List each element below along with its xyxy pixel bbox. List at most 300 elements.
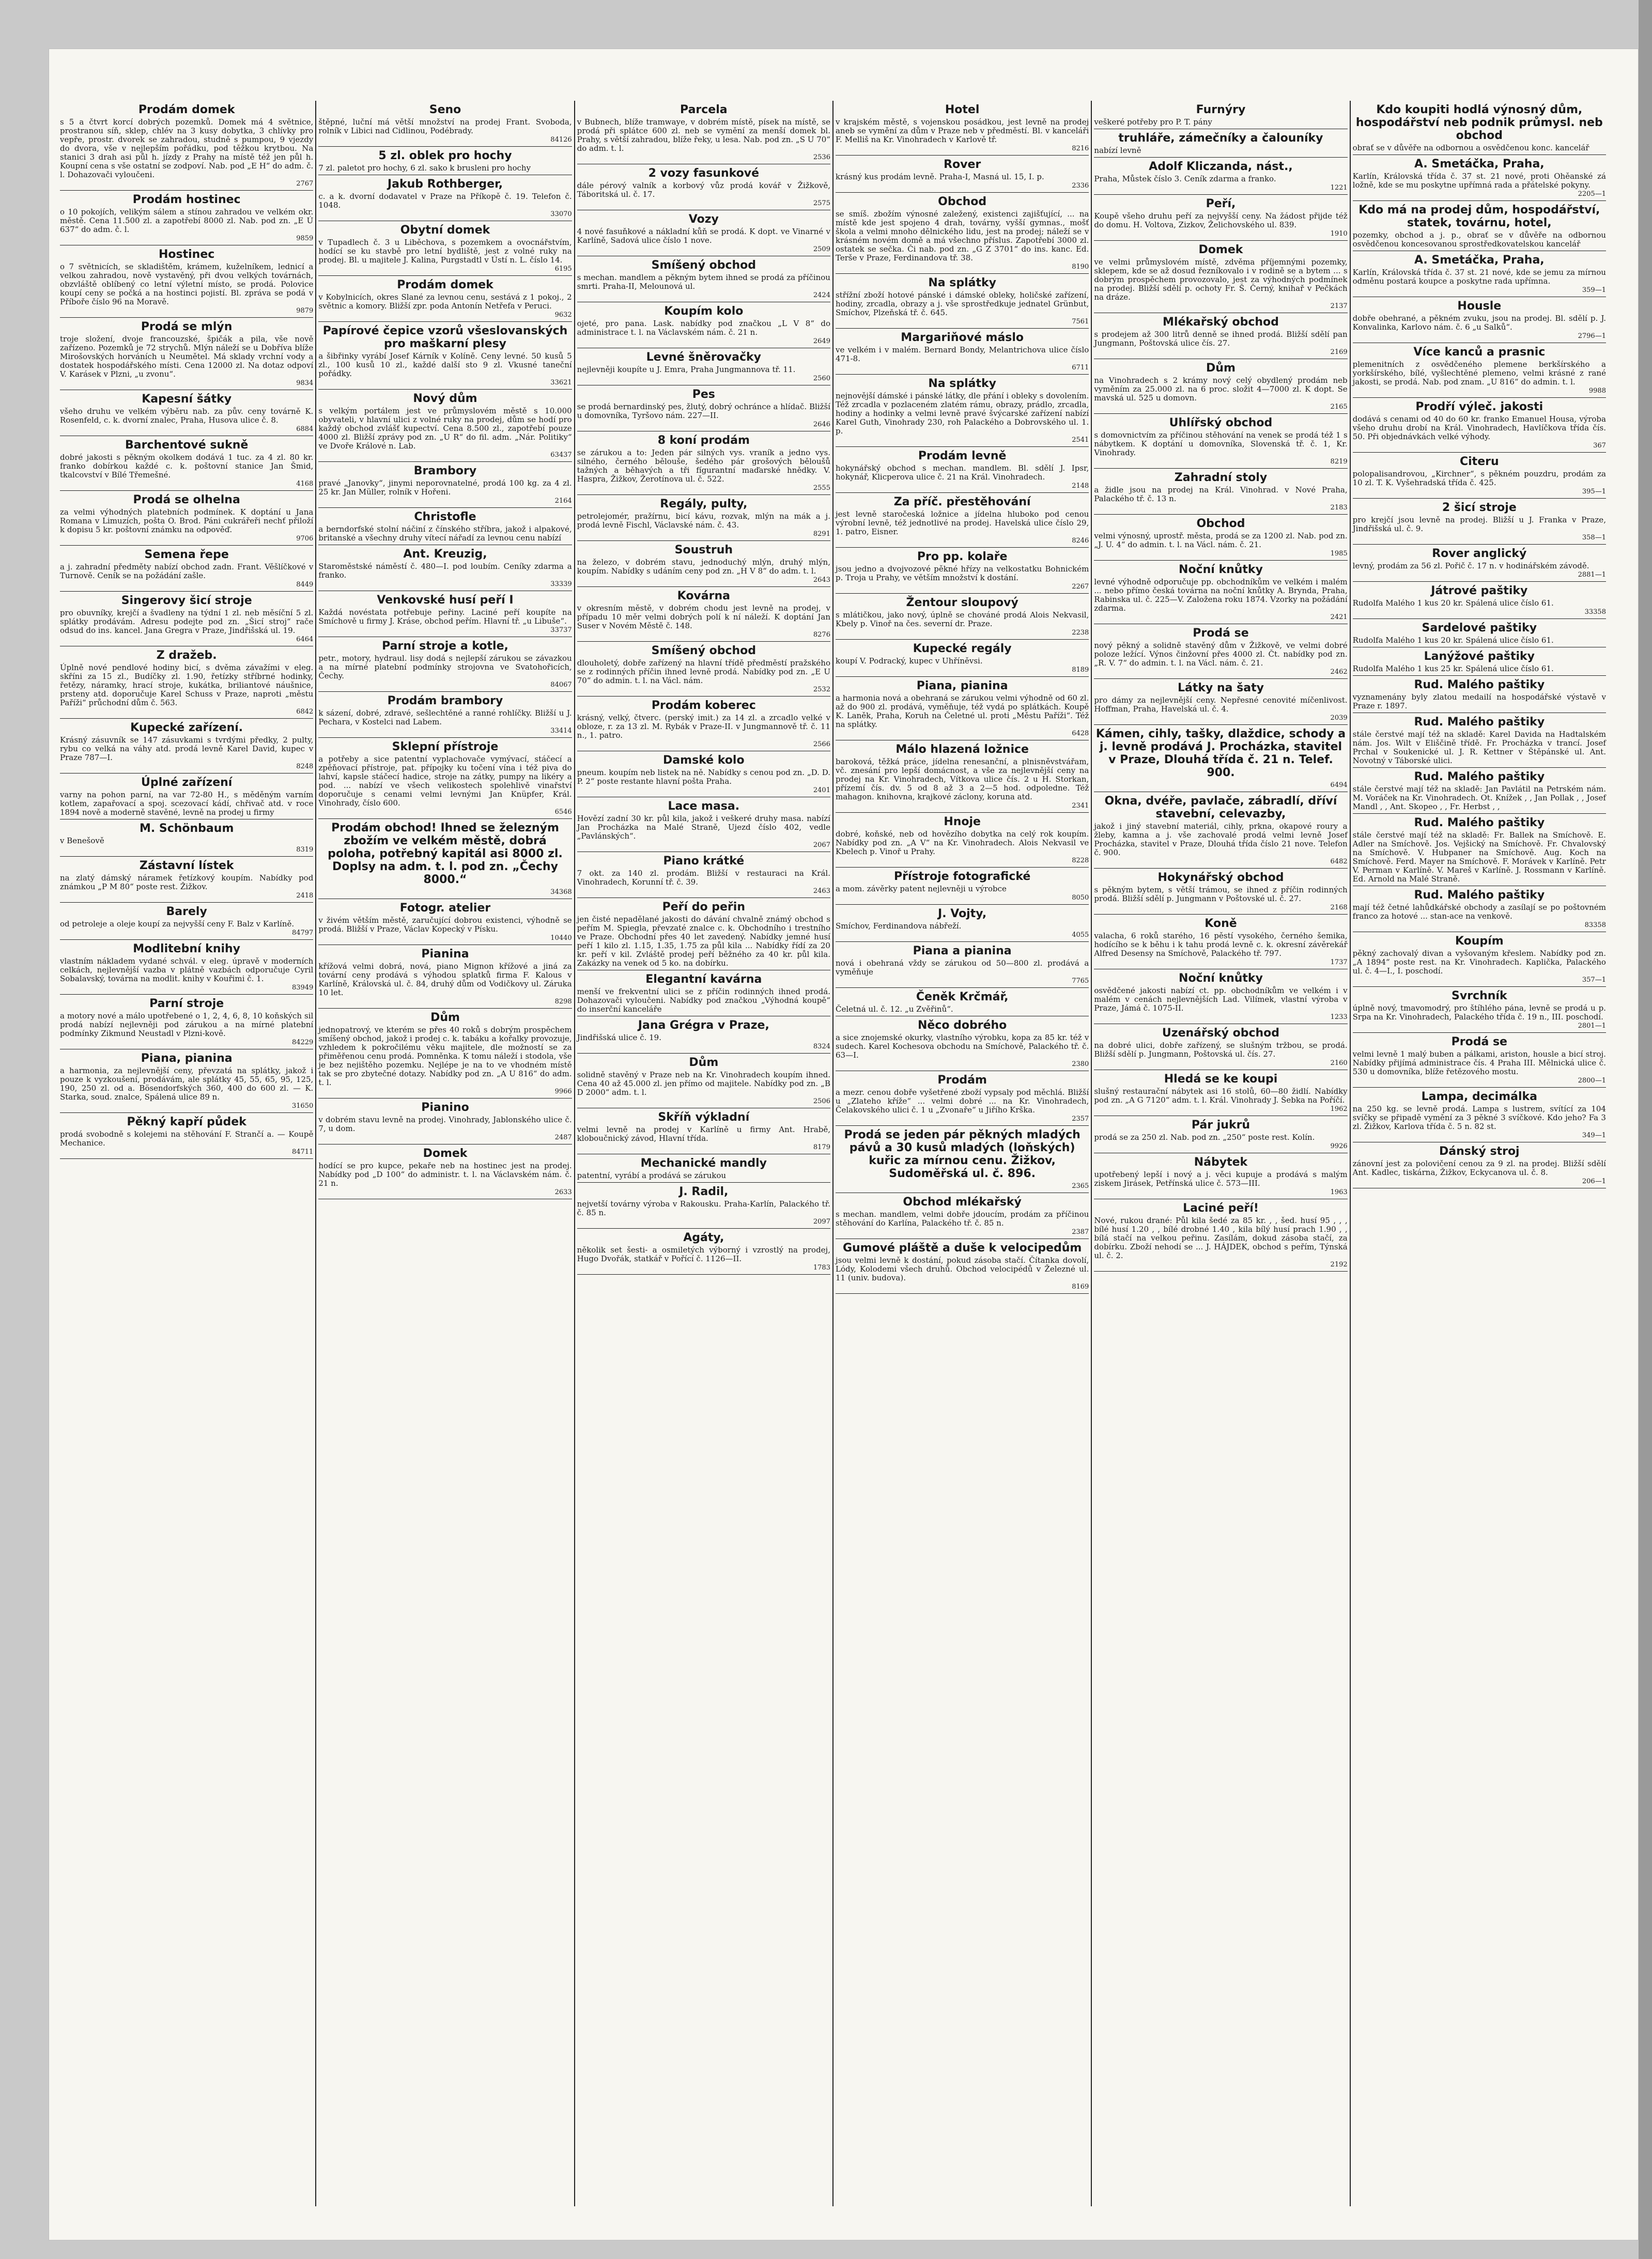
column-5 [1092, 101, 1350, 2206]
classified-ad [318, 692, 572, 738]
ad-body: velmi levně na prodej v Karlíně u firmy Ant. Hrabě, kloboučnický závod, Hlavní třída. [577, 1125, 830, 1143]
ad-body: plemenitních z osvědčeného plemene berkšírského a yorkšírského, bílé, vyšlechtěné plemeno, velmi krásné z rané jakosti, se prodá. Nab. pod znam. „U 816“ do admin. t. l. [1352, 360, 1606, 386]
ad-ref: 7765 [1072, 977, 1089, 985]
ad-heading: Na splátky [928, 377, 996, 390]
ad-ref: 8219 [1330, 458, 1348, 466]
ad-ref: 9632 [554, 311, 572, 319]
ad-heading: Prodám levně [918, 450, 1007, 462]
classified-ad [1353, 251, 1606, 297]
scan-edge [1639, 0, 1652, 2259]
classified-ad [1353, 343, 1606, 398]
ad-body: stále čerstvé mají též na skladě: Jan Pavlátil na Petrském nám. M. Voráček na Kr. Vinohradech. Ot. Knížek , , Jan Pollak , , Josef Mandl , , Ant. Skopeo , , Fr. Herbst , , [1352, 784, 1606, 811]
classified-ad [577, 385, 830, 431]
ad-body: hokynářský obchod s mechan. mandlem. Bl. sdělí J. Ipsr, hokynář, Klicperova ulice č. 21 na Král. Vinohradech. [835, 463, 1089, 482]
ad-body: petr., motory, hydraul. lisy dodá s nejlepší zárukou se závazkou a na mírné platební podmínky strojovna ve Svatohořicích, Čechy. [318, 654, 572, 680]
ad-ref: 2039 [1330, 714, 1348, 722]
ad-ref: 8276 [813, 631, 830, 639]
classified-ad [1353, 582, 1606, 619]
ad-heading: Přístroje fotografické [894, 870, 1031, 883]
ad-body: jednopatrový, ve kterém se přes 40 roků s dobrým prospěchem smíšený obchod, jakož i prodej c. k. tabáku a kořalky provozuje, vzhledem k pokročilému věku majitele, dle možností se za přiměřenou cenu prodá. Pomněnka. K tomu náleží i stodola, vše je bez nejištěho pozemku. Nejlépe je na to ve vhodném místě tak se pro zbytečné dotazy. Nabídky pod zn. „A U 816“ do adm. t. l. [318, 1025, 572, 1087]
classified-ad [836, 740, 1089, 813]
classified-ad [1094, 469, 1347, 515]
ad-body: v dobrém stavu levně na prodej. Vinohrady, Jablonského ulice č. 7, u dom. [318, 1115, 572, 1133]
ad-heading: Málo hlazená ložnice [896, 743, 1029, 756]
ad-heading: Dům [430, 1011, 460, 1024]
ad-ref: 1783 [813, 1264, 830, 1272]
classified-ad [318, 276, 572, 322]
classified-ad [1353, 619, 1606, 647]
ad-body: na železo, v dobrém stavu, jednoduchý mlýn, druhý mlýn, koupím. Nabídky s udáním ceny pod zn. „H V 8“ do adm. t. l. [577, 558, 830, 576]
ad-heading: Skříň výkladní [658, 1111, 750, 1124]
ad-ref: 2238 [1072, 629, 1089, 637]
ad-heading: Piana, pianina [916, 679, 1008, 692]
classified-ad [1353, 1088, 1606, 1142]
ad-ref: 2183 [1330, 504, 1348, 512]
ad-body: petrolejomér, pražírnu, bicí kávu, rozvak, mlýn na mák a j. prodá levně Fischl, Václavské nám. č. 43. [577, 512, 830, 530]
ad-heading: Úplné zařízení [141, 776, 233, 789]
ad-body: Hovězí zadní 30 kr. půl kila, jakož i veškeré druhy masa. nabízí Jan Procházka na Malé Straně, Ujezd číslo 402, vedle „Pavlánských“. [577, 814, 830, 841]
ad-body: velmi levně 1 malý buben a pálkami, ariston, housle a bicí stroj. Nabídky přijímá administrace čís. 4 Praha III. Mělnická ulice č. 530 u domovníka, blíže řetězového mostu. [1352, 1049, 1606, 1076]
ad-heading: Kupecké regály [913, 642, 1012, 655]
ad-ref: 8050 [1072, 894, 1089, 902]
ad-heading: Laciné peří! [1183, 1202, 1259, 1215]
ad-heading: Obytní domek [400, 224, 490, 237]
classified-ad [60, 191, 313, 245]
ad-heading: Prodří výleč. jakosti [1415, 400, 1543, 413]
ad-heading: Prodám domek [397, 278, 493, 291]
ad-heading: Singerovy šicí stroje [121, 594, 252, 607]
ad-body: levné výhodně odporučuje pp. obchodníkům ve velkém i malém ... nebo přímo česká továrna na noční knůtky A. Brynda, Praha, Rabinska ul. č. 225—V. Založena roku 1874. Vzorky na požádání zdarma. [1094, 577, 1348, 613]
ad-body: o 10 pokojích, velikým sálem a stínou zahradou ve velkém okr. městě. Cena 11.500 zl. a zapotřebí 8000 zl. Nab. pod zn. „E Ú 637“ do adm. č. l. [60, 207, 314, 234]
ad-heading: Peří, [1206, 197, 1236, 210]
ad-body: s prodejem až 300 litrů denně se ihned prodá. Bližší sdělí pan Jungmann, Poštovská ulice čís. 27. [1094, 330, 1348, 348]
ad-body: krásný, velký, čtverc. (perský imit.) za 14 zl. a zrcadlo velké v obloze, r. za 13 zl. M. Rybák v Praze-II. v Jungmannově tř. č. 11 n., 1. patro. [577, 713, 830, 740]
classified-ad [577, 1016, 830, 1054]
ad-ref: 9859 [296, 235, 314, 242]
classified-ad [836, 988, 1089, 1016]
ad-heading: Kámen, cihly, tašky, dlaždice, schody a j. levně prodává J. Procházka, stavitel v Praze, Dlouhá třída č. 21 n. Telef. 900. [1095, 728, 1346, 779]
ad-ref: 2380 [1072, 1060, 1089, 1068]
ad-body: valacha, 6 roků starého, 16 pěstí vysokého, černého šemika, hodícího se k běhu i k tahu prodá levně c. k. okresní závěrekář Alfred Desensy na Smíchově, Palackého tř. 797. [1094, 931, 1348, 958]
classified-ad [318, 101, 572, 147]
ad-ref: 2487 [554, 1134, 572, 1141]
ad-ref: 6482 [1330, 858, 1348, 865]
classified-ad [836, 548, 1089, 594]
classified-ad [836, 329, 1089, 375]
ad-body: se prodá bernardinský pes, žlutý, dobrý ochránce a hlídač. Bližší u domovníka, Tyršovo nám. 227—II. [577, 402, 830, 420]
classified-ad [318, 738, 572, 819]
ad-body: dobře obehrané, a pěkném zvuku, jsou na prodej. Bl. sdělí p. J. Konvalinka, Karlovo nám. č. 6 „u Salků“. [1352, 314, 1606, 332]
ad-ref: 2401 [813, 786, 830, 794]
ad-heading: Furnýry [1196, 103, 1246, 116]
ad-heading: Rud. Malého paštiky [1414, 889, 1545, 902]
ad-body: s mechan. mandlem a pěkným bytem ihned se prodá za příčinou smrti. Praha-II, Melounová ul. [577, 273, 830, 291]
ad-heading: M. Schönbaum [139, 822, 234, 835]
classified-ad [836, 447, 1089, 493]
ad-heading: Prodá se [1451, 1035, 1507, 1048]
ad-heading: Piana, pianina [141, 1052, 233, 1065]
classified-ad [1353, 499, 1606, 545]
ad-heading: Kdo koupiti hodlá výnosný dům, hospodářství neb podnik průmysl. neb obchod [1355, 103, 1603, 142]
classified-ad [577, 797, 830, 852]
classified-ad [1353, 932, 1606, 987]
classified-ad [60, 1113, 313, 1159]
ad-ref: 1962 [1330, 1105, 1348, 1113]
ad-heading: Z dražeb. [156, 649, 217, 662]
ad-body: velmi výnosný, uprostř. města, prodá se za 1200 zl. Nab. pod zn. „J. U. 4“ do admin. t. l. na Václ. nám. č. 21. [1094, 531, 1348, 549]
ad-body: jakož i jiný stavební materiál, cihly, prkna, okapové roury a žleby, kamna a j. vše zachovalé prodá velmi levně Josef Procházka, stavitel v Praze, Dlouhá třída číslo 21 nove. Telefon č. 900. [1094, 822, 1348, 857]
ad-ref: 2509 [813, 245, 830, 253]
ad-ref: 83358 [1584, 921, 1606, 929]
ad-heading: Rover anglický [1432, 547, 1527, 560]
ad-heading: Jana Grégra v Praze, [638, 1019, 769, 1032]
ad-body: Rudolfa Malého 1 kus 25 kr. Spálená ulice číslo 61. [1352, 664, 1554, 673]
ad-ref: 33737 [550, 626, 572, 634]
ad-heading: Peří do peřin [662, 901, 745, 914]
ad-heading: 5 zl. oblek pro hochy [378, 149, 512, 162]
ad-ref: 6494 [1330, 781, 1348, 789]
ad-ref: 2267 [1072, 583, 1089, 591]
ad-ref: 63437 [550, 451, 572, 459]
classified-ad [1353, 713, 1606, 768]
ad-body: upotřebený lepší i nový a j. věci kupuje a prodává s malým ziskem Jirásek, Petřínská ulice č. 573—III. [1094, 1170, 1348, 1188]
ad-heading: Papírové čepice vzorů všeslovanských pro maškarní plesy [322, 324, 568, 350]
classified-ad [836, 813, 1089, 868]
ad-heading: Damské kolo [663, 754, 745, 767]
ad-ref: 7561 [1072, 318, 1089, 326]
classified-ad [1094, 195, 1347, 241]
classified-ad [1094, 915, 1347, 969]
ad-body: s mlátičkou, jako nový, úplně se chováné prodá Alois Nekvasil, Kbely p. Vinoř na čes. severní dr. Praze. [835, 610, 1089, 628]
ad-heading: Mlékařský obchod [1163, 316, 1279, 329]
classified-ad [60, 995, 313, 1049]
ad-body: pozemky, obchod a j. p., obrať se v důvěře na odbornou osvědčenou koncesovanou sprostředkovatelskou kancelář [1352, 230, 1606, 249]
ad-body: nový pěkný a solidně stavěný dům v Žižkově, ve velmi dobré poloze ležící. Výnos činžovní přes 4000 zl. Čt. nabídky pod zn. „R. V. 7“ do admin. t. l. na Václ. nám. č. 21. [1094, 641, 1348, 668]
classified-ad [836, 1071, 1089, 1126]
ad-ref: 6428 [1072, 730, 1089, 737]
classified-ad [1094, 359, 1347, 414]
ad-heading: Seno [429, 103, 461, 116]
ad-heading: Okna, dvéře, pavlače, zábradlí, dříví stavební, celevazby, [1104, 795, 1337, 821]
ad-heading: Citeru [1459, 455, 1499, 468]
classified-ad [577, 210, 830, 256]
ad-heading: Pianino [421, 1101, 469, 1114]
ad-heading: 8 koní prodám [657, 434, 750, 447]
ad-heading: Prodám hostinec [132, 193, 241, 206]
ad-heading: Adolf Kliczanda, nást., [1149, 160, 1293, 173]
column-3 [575, 101, 833, 2206]
ad-ref: 395—1 [1582, 488, 1606, 496]
classified-ad [1353, 297, 1606, 343]
column-2 [316, 101, 575, 2206]
ad-heading: Uzenářský obchod [1162, 1027, 1280, 1040]
ad-body: Rudolfa Malého 1 kus 20 kr. Spálená ulice číslo 61. [1352, 598, 1554, 608]
ad-heading: Zahradní stoly [1174, 471, 1268, 484]
ad-heading: Rud. Malého paštiky [1414, 770, 1545, 783]
ad-body: s domovnictvím za příčinou stěhování na venek se prodá též 1 s nábytkem. K doptání u domovníka, Slovenská tř. č. 1, Kr. Vinohrady. [1094, 430, 1348, 457]
ad-heading: J. Vojty, [938, 907, 987, 920]
ad-heading: J. Radil, [679, 1185, 729, 1198]
ad-body: Koupě všeho druhu peří za nejvyšší ceny. Na žádost přijde též do domu. H. Voltova, Zizkov, Želichovského ul. 839. [1094, 211, 1348, 229]
classified-ad [577, 1054, 830, 1108]
ad-ref: 2575 [813, 199, 830, 207]
ad-ref: 6842 [296, 708, 314, 716]
ad-ref: 2532 [813, 686, 830, 693]
ad-heading: Rover [944, 158, 981, 171]
ad-ref: 2536 [813, 153, 830, 161]
ad-ref: 359—1 [1582, 286, 1606, 294]
ad-ref: 2148 [1072, 482, 1089, 490]
classified-ad [577, 302, 830, 348]
ad-heading: Prodá se [1193, 627, 1249, 640]
ad-body: v Bubnech, blíže tramwaye, v dobrém místě, písek na místě, se prodá při splátce 600 zl. neb se vymění za menší domek bl. Prahy, s větší zahradou, blíže řeky, u lesa. Nab. pod zn. „S U 70“ do adm. t. l. [577, 117, 830, 153]
ad-ref: 33358 [1584, 608, 1606, 616]
ad-body: a harmonia nová a obehraná se zárukou velmi výhodně od 60 zl. až do 900 zl. prodává, vyměňuje, též vydá po splátkách. Koupě K. Laněk, Praha, Koruh na Čeletné ul. proti „Městu Paříži“. Též na splátky. [835, 693, 1089, 729]
classified-ad [1094, 1199, 1347, 1272]
ad-body: Krásný zásuvník se 147 zásuvkami s tvrdými předky, 2 pulty, rybu co velká na váhy atd. prodá levně Karel David, kupec v Praze 787—I. [60, 735, 314, 762]
classified-ad [60, 940, 313, 995]
classified-ad [318, 221, 572, 276]
ad-heading: Prodám obchod! Ihned se železným zbožím ve velkém městě, dobrá poloha, potřebný kapitál asi 8000 zl. Doplsy na adm. t. l. pod zn. „Čechy 8000.“ [328, 822, 563, 886]
classified-ad [1094, 561, 1347, 624]
ad-body: na Vinohradech s 2 krámy nový celý obydlený prodám neb vyměním za 25.000 zl. na 6 proc. složit 4—7000 zl. K dopt. Se mavská ul. 525 u domovn. [1094, 376, 1348, 403]
ad-heading: Hnoje [944, 815, 981, 828]
ad-heading: Barchentové sukně [125, 439, 249, 452]
ad-ref: 2424 [813, 291, 830, 299]
classified-ad [1353, 545, 1606, 582]
ad-body: štěpné, luční má větší množství na prodej Frant. Svoboda, rolník v Libici nad Cidlinou, Podébrady. [318, 117, 572, 135]
ad-ref: 2555 [813, 484, 830, 492]
classified-ad [836, 594, 1089, 640]
classified-ad [836, 868, 1089, 905]
ad-body: s velkým portálem jest ve průmyslovém městě s 10.000 obyvateli, v hlavní ulici z volné ruky na prodej, dům se hodí pro každý obchod zvlášť kupectví. Cena 8.500 zl., zapotřebí pouze 4000 zl. Bližší zprávy pod zn. „U R“ do fil. adm. „Nár. Politiky“ ve Dvoře Králové n. Lab. [318, 406, 572, 451]
classified-ad [577, 541, 830, 587]
ad-heading: Obchod [938, 195, 987, 208]
classified-ad [836, 1126, 1089, 1193]
ad-body: v Tupadlech č. 3 u Liběchova, s pozemkem a ovocnářstvím, hodící se ku stavbě pro letní bydliště, jest z volné ruky na prodej. Bl. u majitele J. Kalina, Purgstadtl v Ústí n. L. číslo 14. [318, 238, 572, 265]
ad-ref: 84229 [291, 1039, 314, 1046]
ad-body: Jindřišská ulice č. 19. [577, 1033, 661, 1042]
ad-ref: 2205—1 [1578, 190, 1606, 198]
ad-body: na dobré ulici, dobře zařízený, se slušným tržbou, se prodá. Bližší sdělí p. Jungmann, Poštovská ul. čís. 27. [1094, 1041, 1348, 1059]
classified-ad [1094, 969, 1347, 1024]
ad-ref: 357—1 [1582, 976, 1606, 984]
classified-ad [318, 1009, 572, 1098]
ad-heading: Pár jukrů [1191, 1119, 1250, 1132]
classified-ad [1353, 155, 1606, 201]
classified-ad [577, 642, 830, 697]
ad-ref: 1963 [1330, 1188, 1348, 1196]
ad-heading: Kupecké zařízení. [130, 721, 243, 734]
classified-ad [836, 274, 1089, 329]
ad-ref: 9966 [554, 1088, 572, 1095]
ad-ref: 358—1 [1582, 534, 1606, 541]
ad-body: Úplně nové pendlové hodiny bicí, s dvěma závažími v eleg. skříni za 15 zl., Budíčky zl. 1.90, řetízky stříbrné hodinky, řetězy, náramky, hrací stroje, kukátka, briliantové náušnice, prsteny atd. doporučuje Karel Schuss v Praze, naproti „městu Paříži“ průchodní dům č. 563. [60, 663, 314, 707]
ad-body: dlouholetý, dobře zařízený na hlavní třídě předměstí pražského se z rodinných příčin ihned levně prodá. Nabídky pod zn. „E U 70“ do admin. t. l. na Václ. nám. [577, 658, 830, 685]
ad-heading: Parní stroje [149, 997, 224, 1010]
ad-heading: Sardelové paštiky [1422, 622, 1537, 635]
classified-ad [318, 945, 572, 1009]
ad-ref: 2192 [1330, 1261, 1348, 1268]
ad-body: všeho druhu ve velkém výběru nab. za pův. ceny továrně K. Rosenfeld, c. k. dvorní znalec, Praha, Husova ulice č. 8. [60, 407, 314, 425]
ad-ref: 8189 [1072, 666, 1089, 674]
ad-body: Rudolfa Malého 1 kus 20 kr. Spálená ulice číslo 61. [1352, 636, 1554, 645]
ad-body: krásný kus prodám levně. Praha-I, Masná ul. 15, I. p. [835, 172, 1044, 181]
ad-ref: 2646 [813, 421, 830, 428]
classified-ad [1094, 1153, 1347, 1199]
ad-heading: A. Smetáčka, Praha, [1414, 158, 1545, 171]
classified-ad [60, 646, 313, 719]
ad-ref: 349—1 [1582, 1132, 1606, 1139]
ad-heading: Čeněk Krčmář, [916, 991, 1009, 1003]
ad-body: 7 zl. paletot pro hochy, 6 zl. sako k brusleni pro hochy [318, 163, 531, 173]
classified-ad [318, 1098, 572, 1144]
ad-ref: 34368 [550, 888, 572, 896]
ad-body: c. a k. dvorní dodavatel v Praze na Příkopě č. 19. Telefon č. 1048. [318, 192, 572, 210]
ad-heading: Koupím [1455, 935, 1504, 948]
ad-ref: 2560 [813, 375, 830, 382]
ad-heading: Svrchník [1452, 989, 1507, 1002]
ad-ref: 84126 [550, 136, 572, 144]
ad-ref: 84711 [291, 1148, 314, 1156]
ad-body: vyznamenány byly zlatou medailí na hospodářské výstavě v Praze r. 1897. [1352, 692, 1606, 710]
ad-body: nabízí levně [1094, 146, 1141, 155]
ad-ref: 6546 [554, 808, 572, 816]
ad-heading: Smíšený obchod [651, 644, 756, 657]
ad-ref: 1985 [1330, 550, 1348, 558]
ad-heading: Christofle [414, 510, 476, 523]
ad-heading: Hostinec [159, 248, 215, 261]
ad-heading: Noční knůtky [1179, 563, 1263, 576]
ad-body: a j. zahradní předměty nabízí obchod zadn. Frant. Věšlíčkové v Turnově. Ceník se na požádání zašle. [60, 562, 314, 580]
ad-body: prodá se za 250 zl. Nab. pod zn. „250“ poste rest. Kolín. [1094, 1133, 1315, 1142]
ad-heading: Domek [1198, 243, 1243, 256]
classified-ad [1353, 1033, 1606, 1088]
ad-heading: Prodá se jeden pár pěkných mladých pávů a 30 kusů mladých (loňských) kuřic za mírnou cenu. Žižkov, Sudoměřská ul. č. 896. [844, 1128, 1080, 1180]
ad-body: slušný restaurační nábytek asi 16 stolů, 60—80 židlí. Nabídky pod zn. „A G 7120“ adm. t. l. Král. Vinohrady J. Šebka na Poříčí. [1094, 1087, 1348, 1105]
classified-ad [577, 101, 830, 164]
classified-ad [836, 101, 1089, 156]
classified-ad [1094, 1070, 1347, 1116]
ad-ref: 6464 [296, 636, 314, 643]
ad-ref: 6711 [1072, 364, 1089, 372]
ad-body: Smíchov, Ferdinandova nábřeží. [835, 921, 962, 931]
ad-body: za velmi výhodných platebních podmínek. K doptání u Jana Romana v Limuzích, pošta O. Brod. Páni cukrářeři nechť přiloží k dopisu 5 kr. poštovní známku na odpověď. [60, 507, 314, 534]
ad-body: polopalisandrovou, „Kirchner“, s pěkném pouzdru, prodám za 10 zl. T. K. Vyšehradská třída č. 425. [1352, 469, 1606, 487]
ad-body: o 7 světnicích, se skladištěm, krámem, kuželníkem, lednicí a velkou zahradou, nově vystavěný, při dvou velkých továrnách, obzvláště oblíbený co letní výletní místo, se prodá. Polovice koupí ceny se počká a na hostinci pojistí. Bl. zpráva se podá v Příboře číslo 96 na Moravě. [60, 262, 314, 306]
ad-body: v okresním městě, v dobrém chodu jest levně na prodej, v případu 10 měr velmi dobrých polí k ní náleží. K doptání Jan Suser v Novém Městě č. 148. [577, 604, 830, 630]
classified-ad [836, 905, 1089, 942]
ad-ref: 6195 [554, 265, 572, 273]
classified-ad [1094, 313, 1347, 359]
ad-ref: 2165 [1330, 403, 1348, 411]
ad-body: stále čerstvé mají též na skladě: Karel Davida na Hadtalském nám. Jos. Wilt v Eliščině třídě. Fr. Procházka v trancí. Josef Prchal v Soukenické ul. J. R. Kettner v Štěpánské ul. Ant. Novotný v Táborské ulici. [1352, 730, 1606, 765]
ad-heading: Prodám koberec [651, 699, 756, 712]
ad-body: pneum. koupím neb listek na ně. Nabídky s cenou pod zn. „D. D. P. 2“ poste restante hlavní pošta Praha. [577, 768, 830, 786]
classified-ad [836, 1016, 1089, 1071]
ad-body: a harmonia, za nejlevnější ceny, převzatá na splátky, jakož i pouze k vyzkoušení, prodávám, ale splátky 45, 55, 65, 95, 125, 190, 250 zl. od a. Bösendorfských 360, 400 do 600 zl. — K. Starka, soud. znalce, Spálená ulice 89 n. [60, 1066, 314, 1102]
classified-ad [60, 318, 313, 390]
ad-heading: Prodám domek [138, 103, 235, 116]
ad-ref: 8216 [1072, 145, 1089, 152]
ad-heading: Brambory [413, 465, 477, 477]
classified-ad [836, 1239, 1089, 1294]
ad-body: nejnovější dámské i pánské látky, dle přání i obleky s dovolením. Též zrcadla v pozlaceném zlatém rámu, obrazy, prádlo, zrcadla, hodiny a hodinky a velmi levně pravé švýcarské zařízení nabízí Karel Guth, Vinohrady 230, roh Palackého a Dobrovského ul. 1. p. [835, 391, 1089, 436]
ad-heading: Kdo má na prodej dům, hospodářství, statek, továrnu, hotel, [1358, 204, 1600, 229]
classified-ad [1094, 679, 1347, 725]
column-4 [833, 101, 1092, 2206]
ad-ref: 2541 [1072, 436, 1089, 444]
ad-body: a berndorfské stolní náčiní z čínského stříbra, jakož i alpakové, britanské a všechny druhy vítecí nářadí za levnou cenu nabízí [318, 524, 572, 543]
ad-heading: Kapesní šátky [142, 393, 232, 406]
classified-ad [577, 164, 830, 210]
ad-heading: Dům [689, 1056, 719, 1069]
ad-heading: Játrové paštiky [1431, 584, 1528, 597]
classified-ad [1353, 201, 1606, 251]
classified-ad [318, 322, 572, 390]
ad-ref: 1233 [1330, 1013, 1348, 1021]
classified-ad [577, 751, 830, 797]
ad-ref: 2357 [1072, 1115, 1089, 1123]
ad-ref: 2633 [554, 1188, 572, 1196]
ad-body: nejlevněji koupíte u J. Emra, Praha Jungmannova tř. 11. [577, 365, 796, 374]
classified-ad [60, 390, 313, 436]
ad-heading: 2 vozy fasunkové [648, 167, 760, 180]
ad-body: a mom. závěrky patent nejlevněji u výrobce [835, 884, 1007, 893]
ad-heading: Parcela [680, 103, 728, 116]
ad-heading: Piano krátké [663, 855, 745, 868]
ad-ref: 2881—1 [1578, 571, 1606, 579]
classified-ad [577, 898, 830, 970]
ad-heading: Soustruh [674, 544, 733, 556]
ad-body: pro krejčí jsou levně na prodej. Bližší u J. Franka v Praze, Jindřišská ul. č. 9. [1352, 515, 1606, 533]
classified-ad [60, 903, 313, 940]
ad-ref: 4055 [1072, 931, 1089, 939]
ad-heading: Prodám brambory [387, 694, 503, 707]
ad-ref: 2164 [554, 497, 572, 505]
ad-body: se smíš. zbožím výnosné zaležený, existenci zajišťující, ... na místě kde jest spojeno 4 drah, továrny, vyšší gymnas., mošť škola a velmi mnoho dělnického lidu, jest na prodej; náleží se v krásném novém domě a má všechno příslus. Zapotřebí 3000 zl. ostatek se sečka. Či nab. pod zn. „G Z 3701“ do ins. kanc. Ed. Terše v Praze, Ferdinandova tř. 38. [835, 209, 1089, 262]
ad-ref: 8248 [296, 763, 314, 770]
ad-body: křížová velmi dobrá, nová, piano Mignon křížové a jiná za tovární ceny prodává s výhodou splatků firma F. Kalous v Karlíně, Královská ul. č. 84, druhý dům od Vodičkovy ul. Záruka 10 let. [318, 962, 572, 997]
ad-heading: Žentour sloupový [906, 596, 1018, 609]
ad-body: 7 okt. za 140 zl. prodám. Bližší v restauraci na Král. Vinohradech, Korunní tř. č. 39. [577, 869, 830, 887]
ad-ref: 8324 [813, 1043, 830, 1050]
ad-ref: 9706 [296, 535, 314, 543]
ad-body: na zlatý dámský náramek řetízkový koupím. Nabídky pod známkou „P M 80“ poste rest. Žižkov. [60, 873, 314, 891]
ad-heading: Prodá se mlýn [141, 320, 233, 333]
ad-body: zánovní jest za polovičení cenou za 9 zl. na prodej. Bližší sdělí Ant. Kadlec, tiskárna, Žižkov, Eckycanova ul. č. 8. [1352, 1159, 1606, 1177]
ad-heading: Nový dům [413, 392, 477, 405]
ad-body: jest levně staročeská ložnice a jídelna hluboko pod cenou výrobní levně, též jednotlivé na prodej. Havelská ulice číslo 29, 1. patro, Eisner. [835, 509, 1089, 536]
ad-body: v Kobylnicích, okres Slané za levnou cenu, sestává z 1 pokoj., 2 světnic a komory. Bližší zpr. poda Antonín Netřefa v Peruci. [318, 292, 572, 311]
classified-ad [1094, 869, 1347, 915]
ad-ref: 33414 [550, 727, 572, 735]
ad-heading: Sklepní přístroje [392, 740, 499, 753]
ad-ref: 2341 [1072, 802, 1089, 810]
ad-heading: 2 šicí stroje [1442, 501, 1517, 514]
ad-ref: 6884 [296, 425, 314, 433]
classified-ad [318, 819, 572, 899]
ad-body: baroková, těžká práce, jídelna renesanční, a plnisněvstvářam, vč. znesání pro lepší domácnost, a vše za nejlevnější ceny na prodej na Kr. Vinohradech, Vítkova ulice čís. 2 u H. Storkan, přízemí čís. dv. 5 od 8 až 3 a 2—5 hod. odpoledne. Též mahagon. knihovna, krajkové záclony, koruna atd. [835, 757, 1089, 801]
ad-ref: 8319 [296, 846, 314, 854]
ad-heading: Lace masa. [668, 800, 740, 813]
ad-heading: Dům [1206, 362, 1236, 375]
ad-ref: 1221 [1330, 184, 1348, 192]
column-1 [58, 101, 316, 2206]
ad-body: solidně stavěný v Praze neb na Kr. Vinohradech koupím ihned. Cena 40 až 45.000 zl. jen přímo od majitele. Nabídky pod zn. „B D 2000“ adm. t. l. [577, 1070, 830, 1097]
ad-body: k sázení, dobré, zdravé, sešlechtěné a ranné rohlíčky. Bližší u J. Pechara, v Kostelci nad Labem. [318, 708, 572, 726]
ad-body: Každá novéstata potřebuje peřiny. Laciné peří koupíte na Smíchově u firmy J. Kráse, obchod peřím. Hlavní tř. „u Libuše“. [318, 608, 572, 626]
